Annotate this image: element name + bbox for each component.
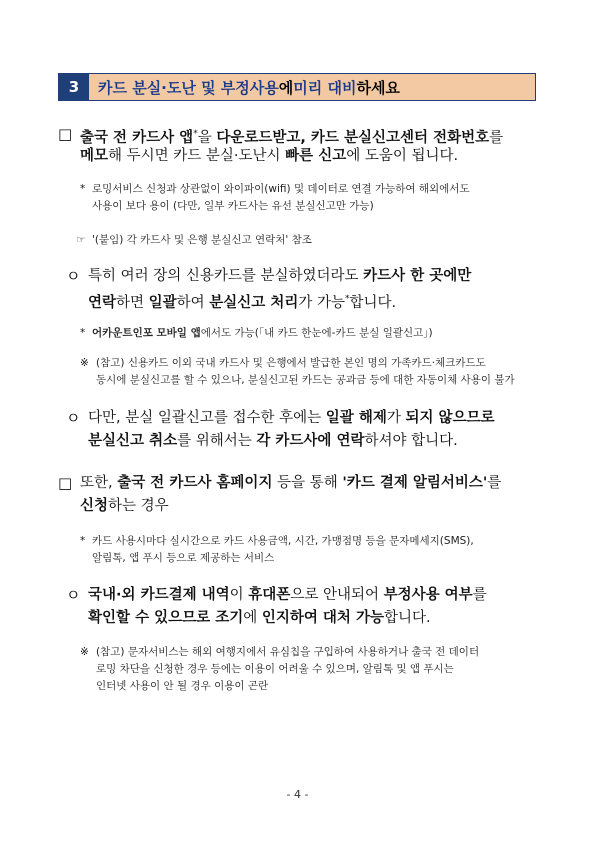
p1-line2 (80, 146, 458, 166)
ref3-line2: 로밍 차단을 신청한 경우 등에는 이용이 어려울 수 있으며, 알림톡 및 앱 푸시는 (96, 663, 454, 675)
text-run: '카드 결제 알림서비스' (342, 475, 488, 491)
p4-line1 (80, 473, 501, 493)
text-run: 하면 (116, 294, 149, 311)
text-run: 를 (472, 587, 487, 603)
reference-mark: ※ (80, 357, 89, 369)
text-run: 미리 대비 (293, 78, 357, 97)
text-run: 를 위해서는 (177, 433, 257, 449)
note1-line1: 로밍서비스 신청과 상관없이 와이파이(wifi) 및 데이터로 연결 가능하여 해외에서도 (92, 183, 470, 195)
text-run: * (345, 294, 350, 304)
p2-line1 (88, 266, 471, 286)
p2-line2 (88, 289, 396, 313)
asterisk-note-marker: * (80, 327, 86, 339)
text-run: 카드 분실·도난 및 부정사용 (98, 78, 279, 97)
circle-bullet: ㅇ (66, 409, 81, 427)
asterisk-note-marker: * (80, 535, 86, 547)
text-run: 어카운트인포 모바일 앱 (92, 327, 201, 339)
text-run: 신청 (80, 498, 109, 514)
text-run: 부정사용 여부 (383, 587, 473, 603)
text-run: 를 (487, 475, 502, 491)
text-run: 다운로드받고, 카드 분실신고센터 전화번호 (216, 129, 490, 146)
text-run: 을 (197, 129, 217, 146)
text-run: 에서도 가능(「내 카드 한눈에-카드 분실 일괄신고」) (200, 327, 433, 339)
section-title (89, 74, 535, 100)
note1-line2: 사용이 보다 용이 (다만, 일부 카드사는 유선 분실신고만 가능) (92, 200, 374, 212)
ref2-line1: (참고) 신용카드 이외 국내 카드사 및 은행에서 발급한 본인 명의 가족카드·체크카드도 (96, 357, 486, 369)
text-run: 특히 여러 장의 신용카드를 분실하였더라도 (88, 268, 364, 284)
ref3-line1: (참고) 문자서비스는 해외 여행지에서 유심칩을 구입하여 사용하거나 출국 전 데이터 (96, 646, 480, 658)
ref-attachment: '(붙임) 각 카드사 및 은행 분실신고 연락처' 참조 (92, 234, 312, 246)
p3-line1 (88, 408, 495, 428)
text-run: 일괄 (148, 294, 177, 311)
section-header (58, 73, 536, 101)
page-number: - 4 - (286, 788, 309, 801)
text-run: 휴대폰 (248, 587, 291, 603)
text-run: 하는 경우 (108, 498, 169, 514)
text-run: 분실신고 취소 (88, 433, 178, 449)
text-run: 또한, (80, 475, 118, 491)
note3-line1: 카드 사용시마다 실시간으로 카드 사용금액, 시간, 가맹점명 등을 문자메세지(SMS), (92, 535, 474, 547)
text-run: 되지 않으므로 (405, 410, 495, 426)
note2 (92, 326, 433, 341)
text-run: 확인할 수 있으므로 (88, 610, 216, 626)
p5-line2 (88, 608, 431, 628)
text-run: 하세요 (356, 78, 400, 97)
circle-bullet: ㅇ (66, 586, 81, 604)
text-run: 이 (229, 587, 249, 603)
text-run: 하셔야 합니다. (364, 433, 458, 449)
section-number: 3 (59, 74, 89, 100)
square-bullet: □ (58, 474, 73, 492)
ref2-line2: 동시에 분실신고를 할 수 있으나, 분실신고된 카드는 공과금 등에 대한 자동이체 사용이 불가 (96, 374, 515, 386)
text-run: * (193, 129, 198, 139)
text-run: 해 두시면 카드 분실·도난시 (108, 148, 286, 164)
square-bullet: □ (58, 125, 73, 143)
text-run: 일괄 해제 (325, 410, 387, 426)
text-run: 각 카드사에 연락 (256, 433, 365, 449)
reference-mark: ※ (80, 646, 89, 658)
text-run: 으로 안내되어 (290, 587, 384, 603)
note3-line2: 알림톡, 앱 푸시 등으로 제공하는 서비스 (92, 552, 275, 564)
text-run: 카드사 한 곳에만 (363, 268, 472, 284)
text-run: 에 (243, 610, 262, 626)
text-run: 다만, 분실 일괄신고를 접수한 후에는 (88, 410, 326, 426)
text-run: 인지하여 대처 가능 (261, 610, 384, 626)
p3-line2 (88, 431, 458, 451)
text-run: 출국 전 카드사 앱 (80, 129, 194, 146)
text-run: 합니다. (349, 294, 397, 311)
text-run: 메모 (80, 148, 109, 164)
text-run: 가 (386, 410, 406, 426)
p5-line1 (88, 585, 487, 605)
text-run: 출국 전 카드사 홈페이지 (117, 475, 273, 491)
p1-line1 (80, 124, 503, 148)
text-run: 가 가능 (298, 294, 346, 311)
text-run: 등을 통해 (272, 475, 343, 491)
asterisk-note-marker: * (80, 183, 86, 195)
text-run: 조기 (215, 610, 244, 626)
text-run: 분실신고 처리 (209, 294, 299, 311)
text-run: 에 도움이 됩니다. (346, 148, 459, 164)
ref3-line3: 인터넷 사용이 안 될 경우 이용이 곤란 (96, 680, 269, 692)
text-run: 연락 (88, 294, 117, 311)
text-run: 하여 (176, 294, 210, 311)
text-run: 를 (489, 129, 504, 146)
circle-bullet: ㅇ (66, 267, 81, 285)
p4-line2 (80, 496, 169, 516)
text-run: 빠른 신고 (285, 148, 347, 164)
pointer-hand-icon: ☞ (76, 234, 86, 246)
text-run: 합니다. (384, 610, 431, 626)
text-run: 국내·외 카드결제 내역 (88, 587, 230, 603)
text-run: 에 (278, 78, 294, 97)
